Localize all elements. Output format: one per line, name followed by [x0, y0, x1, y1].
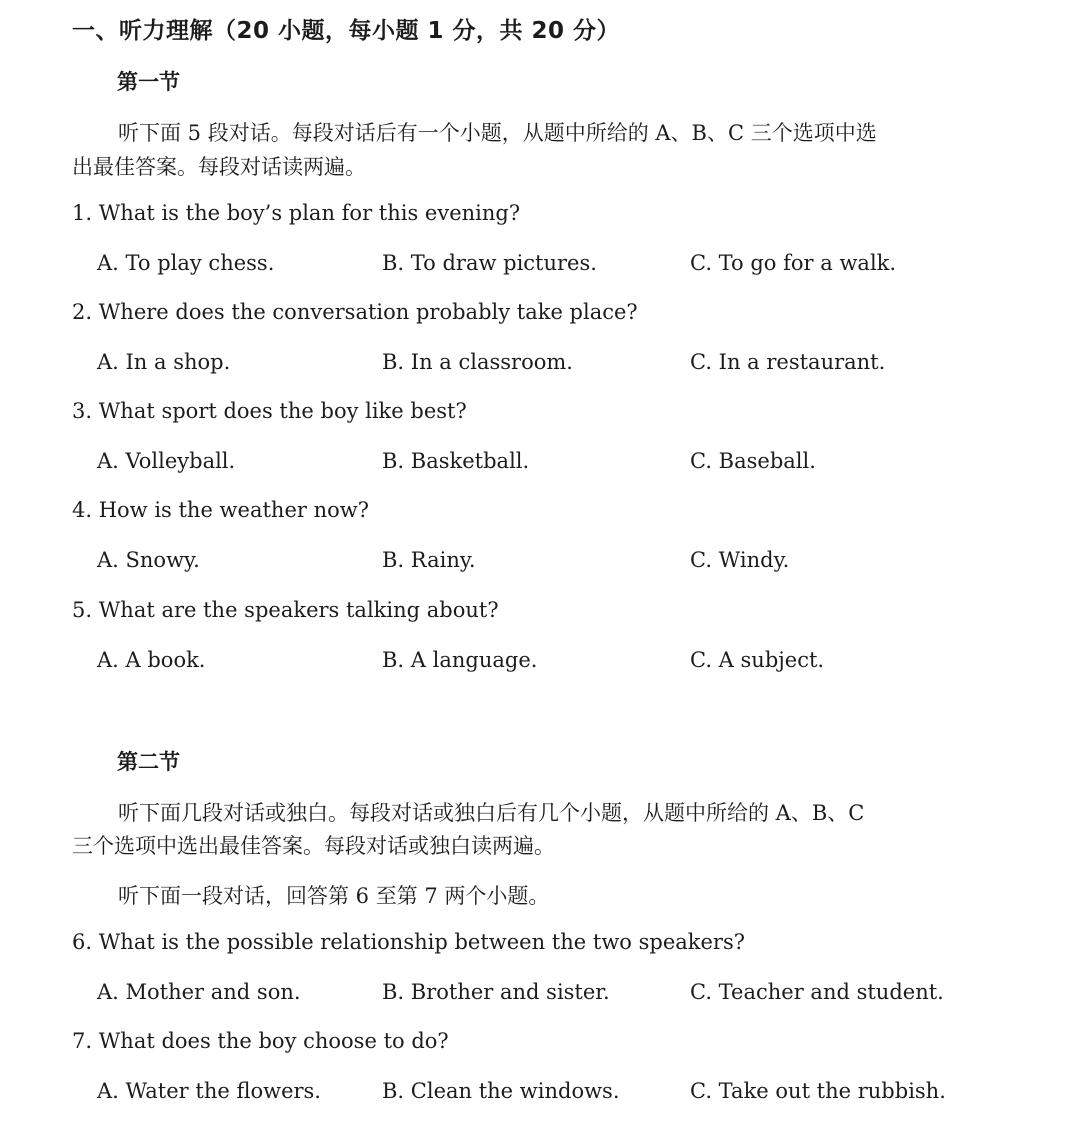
option-b: B. Basketball.	[382, 449, 530, 473]
option-a: A. Mother and son.	[97, 980, 301, 1004]
question: 1. What is the boy’s plan for this evening?	[72, 201, 521, 225]
instruction-line: 听下面 5 段对话。每段对话后有一个小题，从题中所给的 A、B、C 三个选项中选	[118, 121, 877, 145]
question: 2. Where does the conversation probably take place?	[72, 300, 638, 324]
option-a: A. A book.	[97, 648, 206, 672]
option-b: B. Rainy.	[382, 548, 476, 572]
option-c: C. Baseball.	[690, 449, 816, 473]
instruction-line: 听下面几段对话或独白。每段对话或独白后有几个小题，从题中所给的 A、B、C	[118, 801, 865, 825]
question: 5. What are the speakers talking about?	[72, 598, 499, 622]
sub-instruction: 听下面一段对话，回答第 6 至第 7 两个小题。	[118, 884, 550, 908]
option-b: B. In a classroom.	[382, 350, 573, 374]
section-title: 第二节	[117, 750, 180, 774]
option-c: C. A subject.	[690, 648, 825, 672]
option-a: A. To play chess.	[97, 251, 275, 275]
option-a: A. In a shop.	[97, 350, 231, 374]
option-c: C. To go for a walk.	[690, 251, 897, 275]
option-b: B. To draw pictures.	[382, 251, 597, 275]
option-b: B. A language.	[382, 648, 538, 672]
section-title: 第一节	[117, 70, 180, 94]
option-c: C. Take out the rubbish.	[690, 1079, 946, 1103]
option-b: B. Brother and sister.	[382, 980, 610, 1004]
question: 3. What sport does the boy like best?	[72, 399, 467, 423]
option-a: A. Water the flowers.	[97, 1079, 321, 1103]
option-a: A. Snowy.	[97, 548, 200, 572]
part-heading: 一、听力理解（20 小题，每小题 1 分，共 20 分）	[72, 18, 621, 44]
option-c: C. Teacher and student.	[690, 980, 944, 1004]
question: 7. What does the boy choose to do?	[72, 1029, 449, 1053]
question: 6. What is the possible relationship between the two speakers?	[72, 930, 746, 954]
question: 4. How is the weather now?	[72, 498, 369, 522]
option-b: B. Clean the windows.	[382, 1079, 620, 1103]
option-c: C. Windy.	[690, 548, 790, 572]
option-a: A. Volleyball.	[97, 449, 236, 473]
instruction-line: 出最佳答案。每段对话读两遍。	[72, 155, 366, 179]
instruction-line: 三个选项中选出最佳答案。每段对话或独白读两遍。	[72, 834, 555, 858]
option-c: C. In a restaurant.	[690, 350, 886, 374]
